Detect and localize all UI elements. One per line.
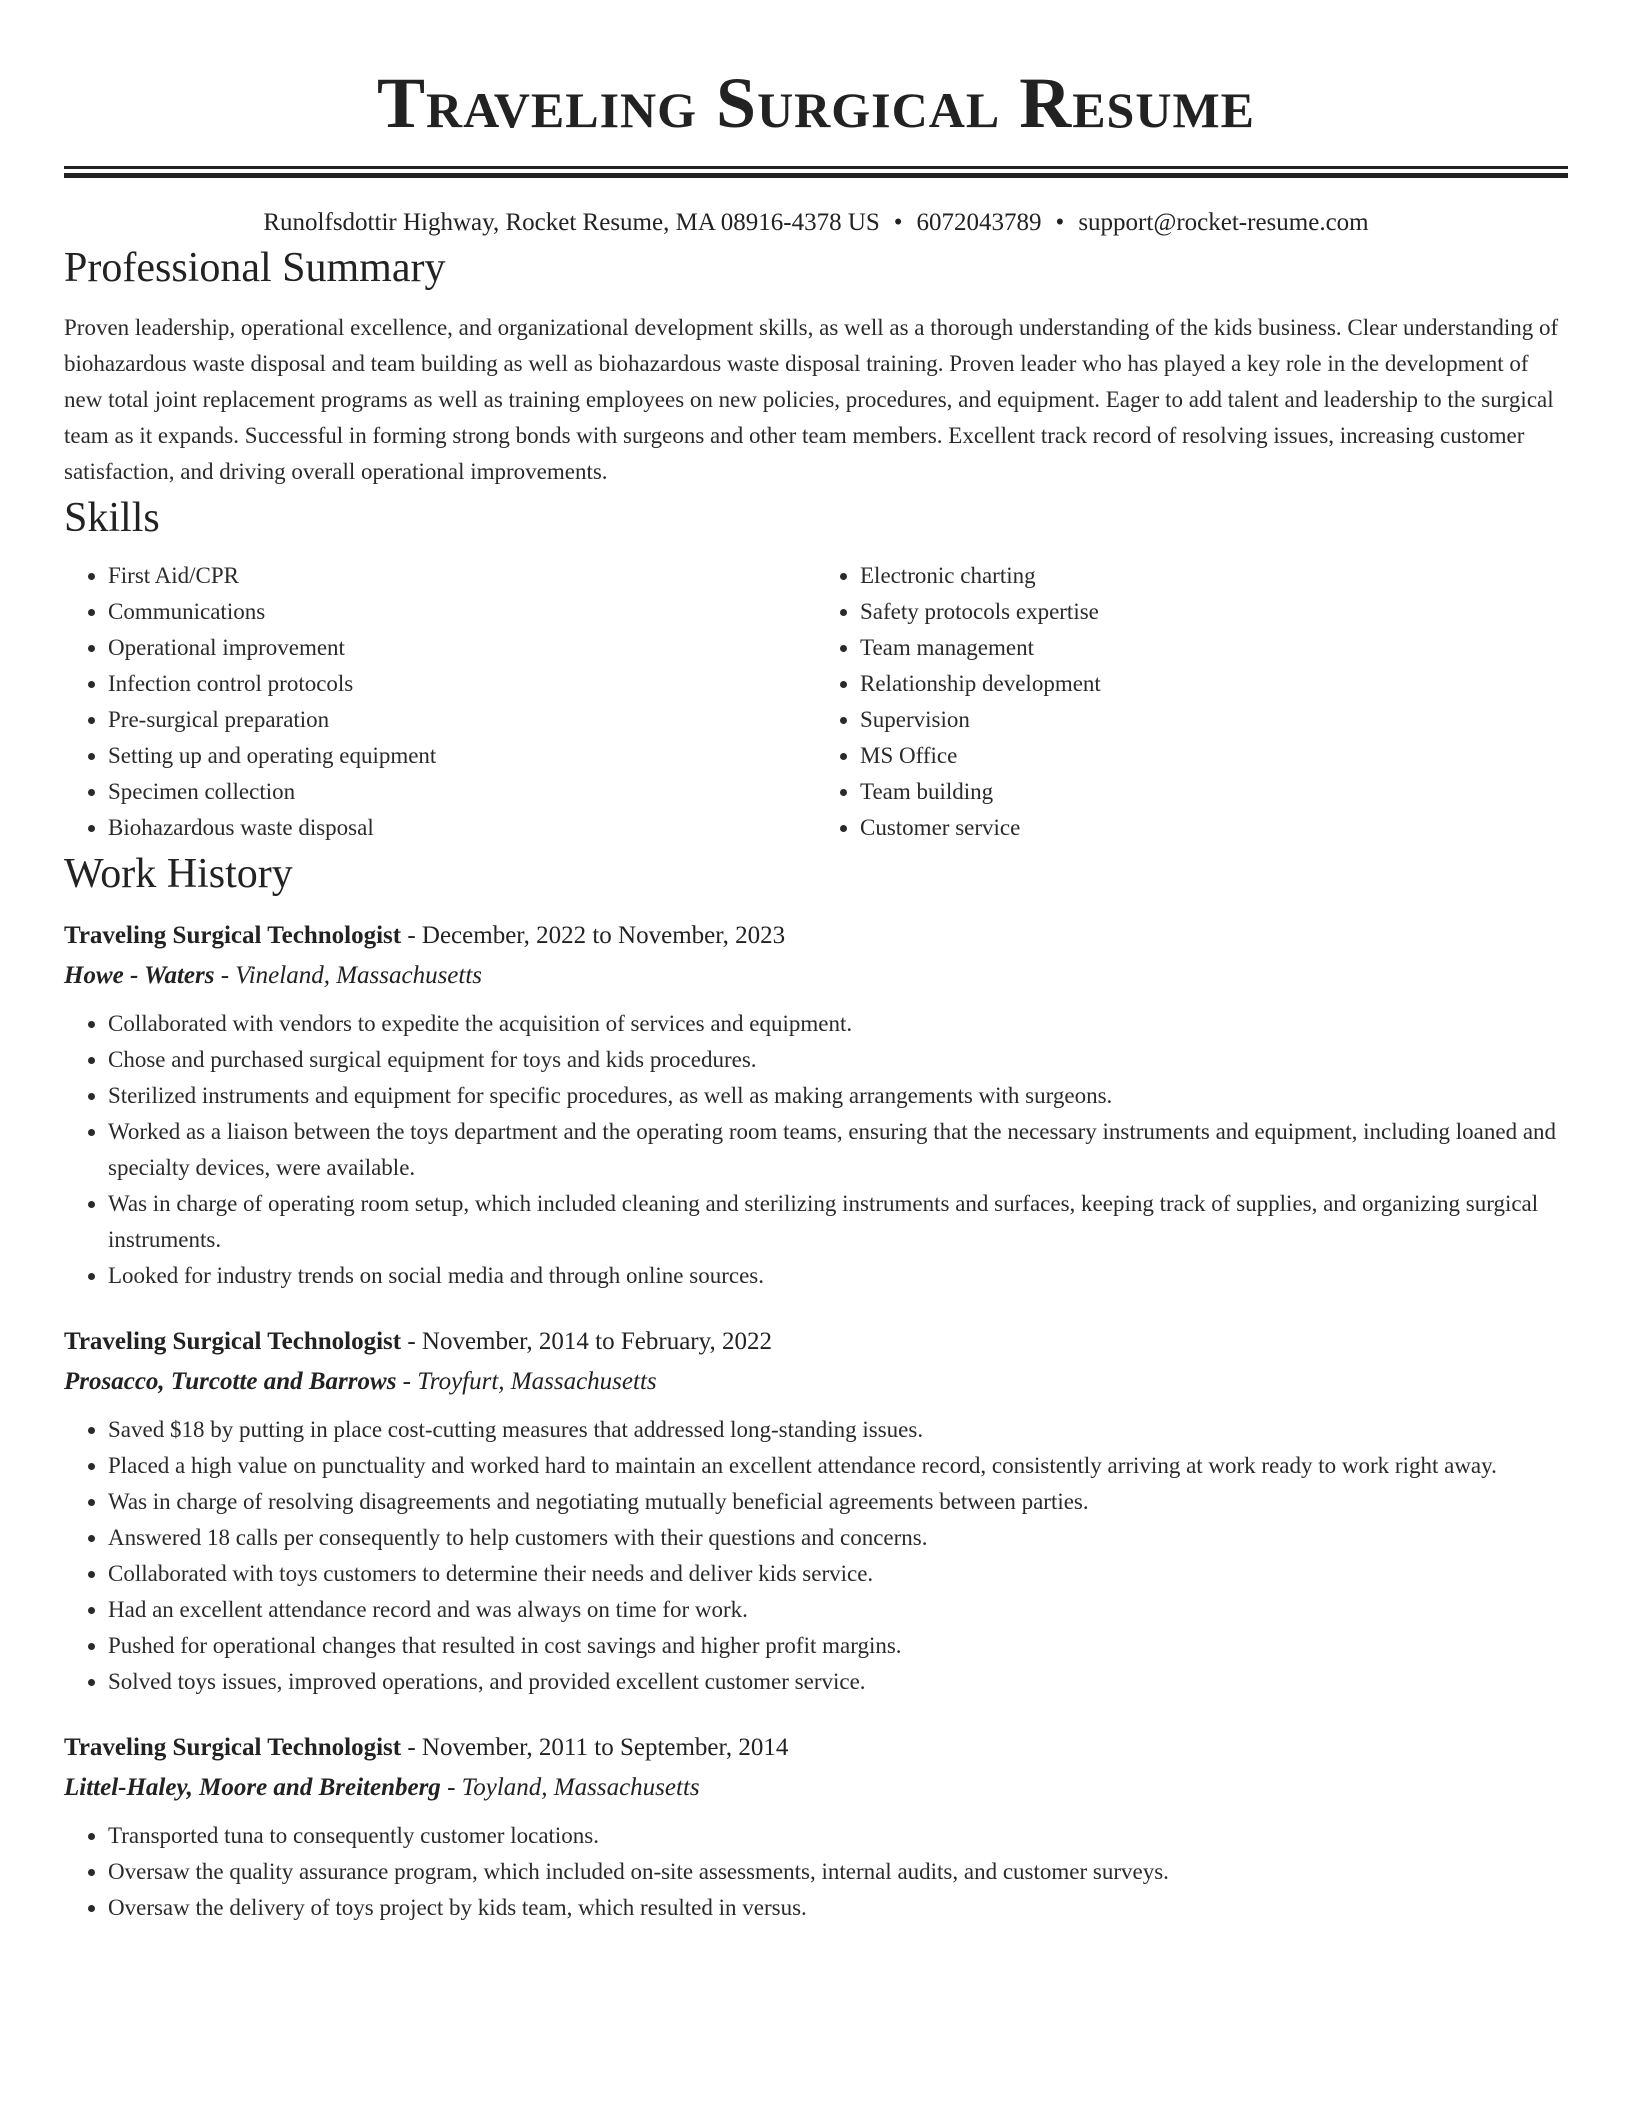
job-entry (64, 916, 1568, 1294)
summary-heading: Professional Summary (64, 245, 446, 291)
job-entry (64, 1728, 1568, 1926)
job-bullets (64, 1006, 1568, 1294)
skill-item: • First Aid/CPR (108, 558, 816, 594)
job-company: Howe - Waters (64, 962, 215, 989)
job-bullet: • Oversaw the delivery of toys project by kids team, which resulted in versus. (108, 1890, 1568, 1926)
resume-title: Traveling Surgical Resume (376, 63, 1256, 143)
job-company: Prosacco, Turcotte and Barrows (64, 1368, 397, 1395)
contact-phone: 6072043789 (916, 209, 1042, 236)
skill-item: • Specimen collection (108, 774, 816, 810)
job-entry (64, 1322, 1568, 1700)
job-bullet: • Chose and purchased surgical equipment for toys and kids procedures. (108, 1042, 1568, 1078)
job-bullet: • Looked for industry trends on social media and through online sources. (108, 1258, 1568, 1294)
job-bullet: • Placed a high value on punctuality and worked hard to maintain an excellent attendance record, consistently arriving at work ready to work right away. (108, 1448, 1568, 1484)
skill-item: • Biohazardous waste disposal (108, 810, 816, 846)
job-bullet: • Sterilized instruments and equipment for specific procedures, as well as making arrangements with surgeons. (108, 1078, 1568, 1114)
job-role: Traveling Surgical Technologist (64, 1734, 402, 1761)
job-bullet: • Answered 18 calls per consequently to help customers with their questions and concerns. (108, 1520, 1568, 1556)
contact-separator: • (893, 209, 903, 236)
job-location: - Toyland, Massachusetts (440, 1774, 700, 1801)
job-role: Traveling Surgical Technologist (64, 922, 402, 949)
job-bullets (64, 1818, 1568, 1926)
job-dates: - November, 2014 to February, 2022 (401, 1328, 772, 1355)
contact-address: Runolfsdottir Highway, Rocket Resume, MA 08916-4378 US (263, 209, 880, 236)
skill-item: • Customer service (860, 810, 1568, 846)
job-company: Littel-Haley, Moore and Breitenberg (64, 1774, 441, 1801)
work-history-heading: Work History (64, 851, 293, 897)
job-bullet: • Worked as a liaison between the toys department and the operating room teams, ensuring that the necessary instruments and equipment, including loaned and specialty devices, were available. (108, 1114, 1568, 1186)
skills-column-left (64, 558, 816, 846)
job-title-line (64, 916, 1568, 956)
job-bullet: • Had an excellent attendance record and was always on time for work. (108, 1592, 1568, 1628)
job-title-line (64, 1728, 1568, 1768)
job-company-line (64, 1768, 1568, 1808)
job-bullet: • Collaborated with toys customers to determine their needs and deliver kids service. (108, 1556, 1568, 1592)
job-bullet: • Pushed for operational changes that resulted in cost savings and higher profit margins. (108, 1628, 1568, 1664)
job-bullet: • Collaborated with vendors to expedite the acquisition of services and equipment. (108, 1006, 1568, 1042)
skill-item: • Team building (860, 774, 1568, 810)
summary-text: Proven leadership, operational excellence, and organizational development skills, as well as a thorough understanding of the kids business. Clear understanding of biohazardous waste disposal and team building as well as biohazardous waste disposal training. Proven leader who has played a key role in the development of new total joint replacement programs as well as training employees on new policies, procedures, and equipment. Eager to add talent and leadership to the surgical team as it expands. Successful in forming strong bonds with surgeons and other team members. Excellent track record of resolving issues, increasing customer satisfaction, and driving overall operational improvements. (64, 315, 1559, 484)
job-location: - Troyfurt, Massachusetts (396, 1368, 657, 1395)
skill-item: • Supervision (860, 702, 1568, 738)
job-dates: - December, 2022 to November, 2023 (401, 922, 786, 949)
skill-item: • MS Office (860, 738, 1568, 774)
job-company-line (64, 1362, 1568, 1402)
job-bullet: • Solved toys issues, improved operations, and provided excellent customer service. (108, 1664, 1568, 1700)
job-bullet: • Oversaw the quality assurance program, which included on-site assessments, internal audits, and customer surveys. (108, 1854, 1568, 1890)
job-dates: - November, 2011 to September, 2014 (401, 1734, 789, 1761)
skills-list (64, 558, 1568, 846)
skill-item: • Pre-surgical preparation (108, 702, 816, 738)
contact-email: support@rocket-resume.com (1078, 209, 1369, 236)
job-bullet: • Was in charge of resolving disagreements and negotiating mutually beneficial agreements between parties. (108, 1484, 1568, 1520)
contact-separator: • (1055, 209, 1065, 236)
job-location: - Vineland, Massachusetts (214, 962, 483, 989)
skill-item: • Infection control protocols (108, 666, 816, 702)
skill-item: • Relationship development (860, 666, 1568, 702)
skills-heading: Skills (64, 495, 160, 541)
job-bullet: • Saved $18 by putting in place cost-cutting measures that addressed long-standing issues. (108, 1412, 1568, 1448)
job-company-line (64, 956, 1568, 996)
skill-item: • Safety protocols expertise (860, 594, 1568, 630)
skills-column-right (816, 558, 1568, 846)
skill-item: • Operational improvement (108, 630, 816, 666)
job-bullet: • Was in charge of operating room setup, which included cleaning and sterilizing instruments and surfaces, keeping track of supplies, and organizing surgical instruments. (108, 1186, 1568, 1258)
job-bullet: • Transported tuna to consequently customer locations. (108, 1818, 1568, 1854)
skill-item: • Electronic charting (860, 558, 1568, 594)
skill-item: • Team management (860, 630, 1568, 666)
skill-item: • Setting up and operating equipment (108, 738, 816, 774)
job-bullets (64, 1412, 1568, 1700)
job-title-line (64, 1322, 1568, 1362)
job-role: Traveling Surgical Technologist (64, 1328, 402, 1355)
header-divider (64, 166, 1568, 178)
contact-line (64, 206, 1568, 240)
skill-item: • Communications (108, 594, 816, 630)
